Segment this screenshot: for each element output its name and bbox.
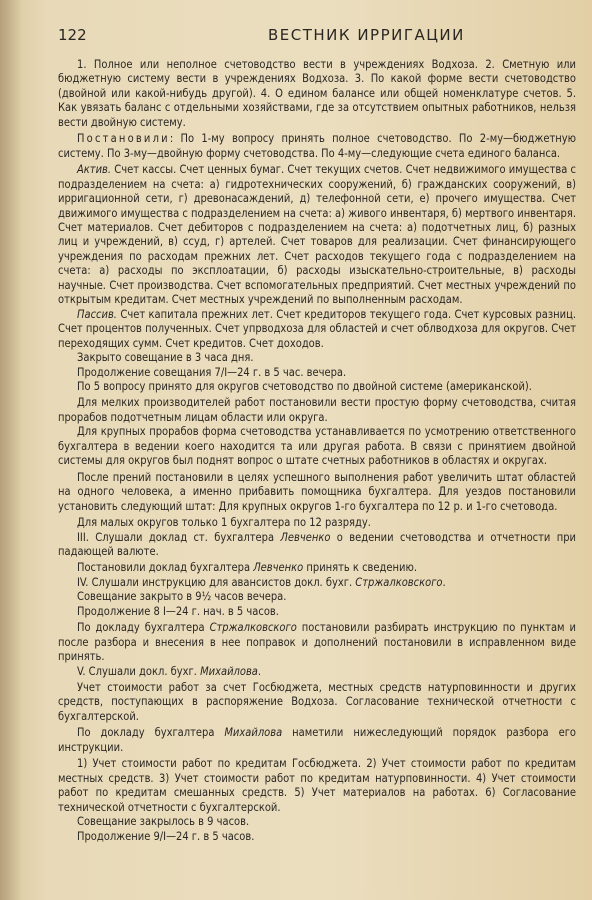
paragraph-continued-3: Продолжение 9/I—24 г. в 5 часов. (77, 829, 255, 843)
paragraph-item-4: IV. Слушали инструкцию для авансистов докл. бухг. Стржалковского. (77, 575, 446, 589)
paragraph-closed-2: Совещание закрыто в 9½ часов вечера. (77, 590, 287, 604)
person-name: Михайлова (200, 664, 258, 678)
person-name: Стржалковского (209, 621, 297, 635)
paragraph-item-3-resolution: Постановили доклад бухгалтера Левченко принять к сведению. (77, 561, 417, 575)
paragraph-small-producers: Для мелких производителей работ постановили вести простую форму счетоводства, считая прорабов подотчетным лицам области или округа. (58, 396, 576, 424)
paragraph-continued-2: Продолжение 8 I—24 г. нач. в 5 часов. (77, 604, 279, 618)
paragraph-resolution: Постановили: По 1-му вопросу принять полное счетоводство. По 2-му—бюджетную систему. По 3-му—двойную форму счетоводства. По 4-му—следующие счета единого баланса. (58, 132, 576, 160)
paragraph-small-districts: Для малых округов только 1 бухгалтера по 12 разряду. (77, 516, 371, 530)
paragraph-closed-3: Совещание закрылось в 9 часов. (77, 815, 250, 829)
paragraph-question-5: По 5 вопросу принято для округов счетоводство по двойной системе (американской). (77, 379, 532, 393)
paragraph-cost-list: 1) Учет стоимости работ по кредитам Госбюджета. 2) Учет стоимости работ по кредитам местных средств. 3) Учет стоимости работ по кредитам натурповинности. 4) Учет стоимости работ по кредитам смешанных средств. 5) Учет материалов на работах. 6) Согласование технической отчетности с бухгалтерской. (58, 757, 576, 814)
paragraph-agenda: 1. Полное или неполное счетоводство вести в учреждениях Водхоза. 2. Сметную или бюджетную систему вести в учреждениях Водхоза. 3. По какой форме вести счетоводство (двойной или какой-нибудь другой). 4. О едином балансе или общей номенклатуре счетов. 5. Как увязать баланс с отдельными хозяйствами, где за отсутствием опытных работников, нельзя вести двойную систему. (58, 58, 576, 129)
paragraph-closed-1: Закрыто совещание в 3 часа дня. (77, 351, 254, 365)
paragraph-review-order: По докладу бухгалтера Михайлова наметили нижеследующий порядок разбора его инструкции. (58, 726, 576, 754)
paragraph-cost-accounting: Учет стоимости работ за счет Госбюджета, местных средств натурповинности и других средств, поступающих в распоряжение Водхоза. Согласование технической отчетности с бухгалтерской. (58, 681, 576, 723)
page-number: 122 (58, 26, 87, 44)
person-name: Левченко (280, 530, 331, 544)
binding-shadow (0, 0, 22, 900)
resolution-lead: Постановили (77, 132, 170, 146)
paragraph-liabilities: Пассив. Счет капитала прежних лет. Счет кредиторов текущего года. Счет курсовых разниц. Счет процентов полученных. Счет упрводхоза для областей и счет облводхоза для округов. Счет переходящих сумм. Счет кредитов. Счет доходов. (58, 307, 576, 350)
liabilities-lead: Пассив. (77, 307, 117, 321)
article-body (58, 58, 576, 844)
paragraph-item-3: III. Слушали доклад ст. бухгалтера Левченко о ведении счетоводства и отчетности при падающей валюте. (58, 530, 576, 558)
paragraph-item-5: V. Слушали докл. бухг. Михайлова. (77, 664, 262, 678)
page-header (58, 26, 576, 44)
journal-title: ВЕСТНИК ИРРИГАЦИИ (268, 26, 465, 44)
paragraph-staff: После прений постановили в целях успешного выполнения работ увеличить штат областей на одного человека, а именно прибавить помощника бухгалтера. Для уездов постановили установить следующий штат: Для крупных округов 1-го бухгалтера по 12 р. и 1-го счетовода. (58, 470, 576, 513)
person-name: Стржалковского (355, 575, 443, 589)
paragraph-instruction-review: По докладу бухгалтера Стржалковского постановили разбирать инструкцию по пунктам и после разбора и внесения в нее поправок и дополнений постановили в исправленном виде принять. (58, 621, 576, 664)
person-name: Михайлова (224, 726, 283, 740)
paragraph-large-prorabs: Для крупных прорабов форма счетоводства устанавливается по усмотрению ответственного бухгалтера в ведении коего находится та или другая работа. В связи с принятием двойной системы для округов был поднят вопрос о штате счетных работников в областях и округах. (58, 425, 576, 468)
assets-lead: Актив. (77, 163, 112, 177)
paragraph-assets: Актив. Счет кассы. Счет ценных бумаг. Счет текущих счетов. Счет недвижимого имущества с подразделением на счета: а) гидротехнических сооружений, б) гражданских сооружений, в) ирригационной сети, г) древонасаждений, д) телефонной сети, е) прочего имущества. Счет движимого имущества с подразделением на счета: а) живого инвентаря, б) мертвого инвентаря. Счет материалов. Счет дебиторов с подразделением на счета: а) подотчетных лиц, б) разных лиц и учреждений, в) ссуд, г) артелей. Счет товаров для реализации. Счет финансирующего учреждения по расходам прежних лет. Счет расходов текущего года с подразделением на счета: а) расходы по эксплоатации, б) расходы изыскательно-строительные, в) расходы научные. Счет производства. Счет вспомогательных предприятий. Счет местных учреждений по открытым кредитам. Счет местных учреждений по выполненным расходам. (58, 163, 576, 307)
person-name: Левченко (253, 561, 304, 575)
paragraph-continued-1: Продолжение совещания 7/I—24 г. в 5 час. вечера. (77, 365, 347, 379)
